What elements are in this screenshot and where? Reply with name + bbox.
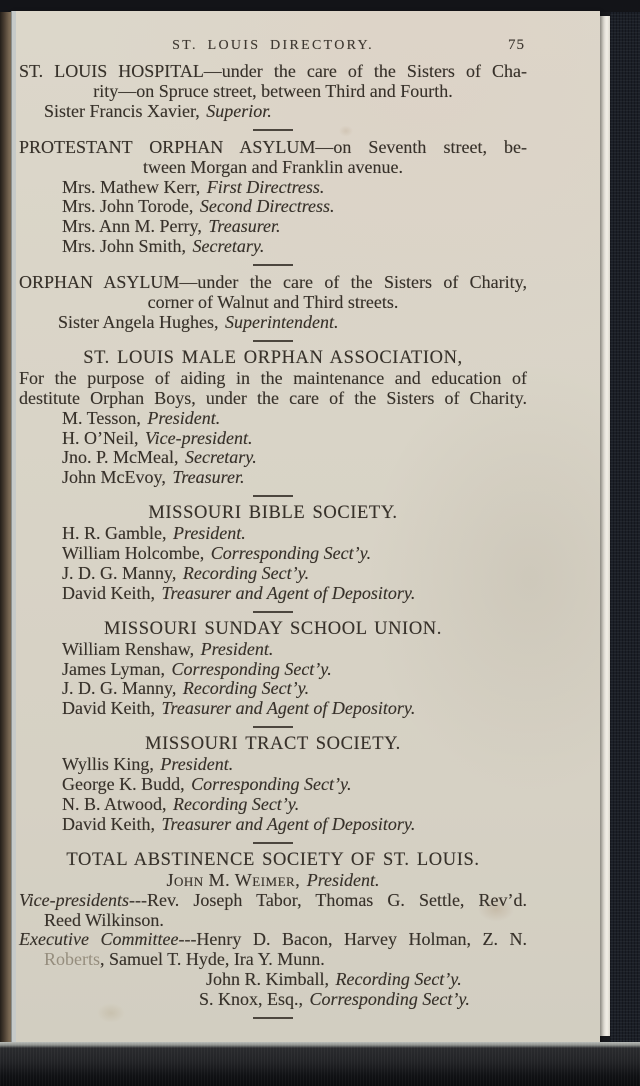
entry-title: President.	[147, 407, 221, 428]
entry-title: Corresponding Sect’y.	[210, 543, 372, 564]
entry-title: President.	[200, 638, 274, 659]
book-cover-right	[610, 0, 640, 1086]
president-entry	[19, 871, 527, 891]
section-missouri-bible-society	[19, 504, 527, 604]
entry-title: Secretary.	[192, 236, 265, 257]
officer-entry	[62, 699, 527, 719]
entry-name: John McEvoy,	[62, 467, 166, 488]
entry-title: Superior.	[206, 100, 272, 121]
divider-rule	[253, 726, 293, 728]
section-orphan-asylum	[19, 273, 527, 333]
entry-name: John R. Kimball,	[206, 969, 330, 990]
officer-entry	[62, 755, 527, 775]
divider-rule	[253, 1017, 293, 1019]
entry-title: Treasurer and Agent of Depository.	[161, 582, 416, 603]
officer-entry	[62, 640, 527, 660]
entry-title: Superintendent.	[224, 311, 339, 332]
section-heading: MISSOURI SUNDAY SCHOOL UNION.	[104, 618, 442, 639]
entry-name: Jno. P. McMeal,	[62, 447, 179, 468]
intro-line: corner of Walnut and Third streets.	[147, 292, 399, 313]
faded-name: Roberts	[44, 949, 100, 970]
section-st-louis-hospital	[19, 62, 527, 122]
entry-name: Mrs. Mathew Kerr,	[62, 176, 201, 197]
entry-title: President.	[160, 754, 234, 775]
officer-entry	[62, 197, 527, 217]
divider-rule	[253, 842, 293, 844]
section-total-abstinence-society	[19, 851, 527, 1010]
executive-committee-names: ---Henry D. Bacon, Harvey Holman, Z. N.	[178, 929, 527, 950]
entry-name: S. Knox, Esq.,	[199, 989, 304, 1010]
section-missouri-tract-society	[19, 735, 527, 835]
officer-entry	[62, 660, 527, 680]
officer-entry	[62, 468, 527, 488]
entry-title: President.	[172, 523, 246, 544]
entry-title: Treasurer.	[208, 216, 281, 237]
body-line: For the purpose of aiding in the maintenance and education of	[19, 367, 527, 388]
officer-entry	[206, 970, 527, 990]
entry-name: Mrs. John Torode,	[62, 196, 194, 217]
vice-presidents-label: Vice-presidents	[19, 889, 129, 910]
officer-entry	[62, 524, 527, 544]
officer-entry	[62, 679, 527, 699]
entry-title: Secretary.	[185, 447, 257, 468]
executive-committee-label: Executive Committee	[19, 929, 179, 950]
section-protestant-orphan-asylum	[19, 138, 527, 257]
entry-title: Treasurer and Agent of Depository.	[161, 698, 416, 719]
officer-entry	[62, 217, 527, 237]
continuation-names: , Samuel T. Hyde, Ira Y. Munn.	[100, 949, 325, 970]
page-number: 75	[508, 37, 525, 53]
vice-presidents-continuation: Reed Wilkinson.	[44, 909, 164, 930]
entry-name: H. R. Gamble,	[62, 523, 167, 544]
book-cover-bottom	[0, 1042, 640, 1086]
entry-name: William Renshaw,	[62, 638, 195, 659]
vice-presidents-line	[19, 891, 527, 911]
section-missouri-sunday-school-union	[19, 620, 527, 720]
officer-entry	[62, 237, 527, 257]
entry-name: J. D. G. Manny,	[62, 562, 177, 583]
entry-name: John M. Weimer,	[166, 869, 301, 890]
intro-line: ORPHAN ASYLUM—under the care of the Sisters of Charity,	[19, 272, 527, 293]
officer-entry	[62, 815, 527, 835]
section-male-orphan-association	[19, 349, 527, 488]
running-head-title: ST. LOUIS DIRECTORY.	[172, 38, 374, 53]
section-heading: MISSOURI BIBLE SOCIETY.	[148, 503, 398, 524]
entry-title: Recording Sect’y.	[173, 794, 300, 814]
executive-committee-line	[19, 930, 527, 950]
section-heading: TOTAL ABSTINENCE SOCIETY OF ST. LOUIS.	[66, 849, 480, 870]
officer-entry	[58, 313, 527, 333]
vice-presidents-names: ---Rev. Joseph Tabor, Thomas G. Settle, Rev’d.	[128, 889, 527, 910]
entry-name: David Keith,	[62, 698, 155, 719]
entry-title: Recording Sect’y.	[182, 562, 310, 583]
book-page	[12, 11, 600, 1043]
officer-entry	[62, 544, 527, 564]
officer-entry	[62, 178, 527, 198]
intro-line: PROTESTANT ORPHAN ASYLUM—on Seventh street, be-	[19, 136, 527, 157]
divider-rule	[253, 129, 293, 131]
officer-entry	[62, 448, 527, 468]
entry-name: William Holcombe,	[62, 543, 205, 564]
divider-rule	[253, 340, 293, 342]
divider-rule	[253, 264, 293, 266]
officer-entry	[62, 564, 527, 584]
entry-name: N. B. Atwood,	[62, 794, 167, 814]
entry-title: Second Directress.	[199, 196, 335, 217]
entry-title: Vice-president.	[144, 427, 253, 448]
intro-line: ST. LOUIS HOSPITAL—under the care of the Sisters of Cha-	[19, 61, 527, 81]
entry-title: First Directress.	[206, 176, 325, 197]
entry-title: Corresponding Sect’y.	[309, 989, 470, 1010]
officer-entry	[44, 102, 527, 122]
page-content	[19, 11, 527, 1019]
body-line: destitute Orphan Boys, under the care of the Sisters of Charity.	[19, 387, 527, 408]
entry-name: Mrs. Ann M. Perry,	[62, 216, 202, 237]
officer-entry	[62, 795, 527, 815]
entry-name: Sister Angela Hughes,	[58, 311, 219, 332]
divider-rule	[253, 611, 293, 613]
entry-title: Recording Sect’y.	[335, 969, 462, 990]
entry-name: David Keith,	[62, 582, 155, 603]
officer-entry	[62, 409, 527, 429]
officer-entry	[62, 584, 527, 604]
officer-entry	[62, 775, 527, 795]
entry-title: Treasurer and Agent of Depository.	[161, 813, 416, 834]
entry-name: James Lyman,	[62, 658, 165, 679]
entry-name: M. Tesson,	[62, 407, 141, 428]
entry-name: Mrs. John Smith,	[62, 236, 187, 257]
section-heading: MISSOURI TRACT SOCIETY.	[145, 734, 401, 755]
entry-name: J. D. G. Manny,	[62, 678, 177, 699]
executive-committee-continuation	[44, 950, 527, 970]
entry-title: Recording Sect’y.	[182, 678, 310, 699]
section-heading: ST. LOUIS MALE ORPHAN ASSOCIATION,	[83, 347, 463, 368]
entry-name: Wyllis King,	[62, 754, 154, 775]
entry-name: David Keith,	[62, 813, 155, 834]
entry-name: George K. Budd,	[62, 774, 185, 795]
entry-title: President.	[306, 869, 380, 890]
intro-line: rity—on Spruce street, between Third and Fourth.	[93, 80, 453, 101]
officer-entry	[62, 429, 527, 449]
entry-name: Sister Francis Xavier,	[44, 100, 200, 121]
entry-title: Corresponding Sect’y.	[171, 658, 332, 679]
entry-title: Treasurer.	[172, 467, 245, 488]
running-head	[19, 37, 527, 55]
intro-line: tween Morgan and Franklin avenue.	[142, 156, 404, 177]
divider-rule	[253, 495, 293, 497]
entry-name: H. O’Neil,	[62, 427, 139, 448]
officer-entry	[199, 990, 527, 1010]
entry-title: Corresponding Sect’y.	[191, 774, 352, 795]
